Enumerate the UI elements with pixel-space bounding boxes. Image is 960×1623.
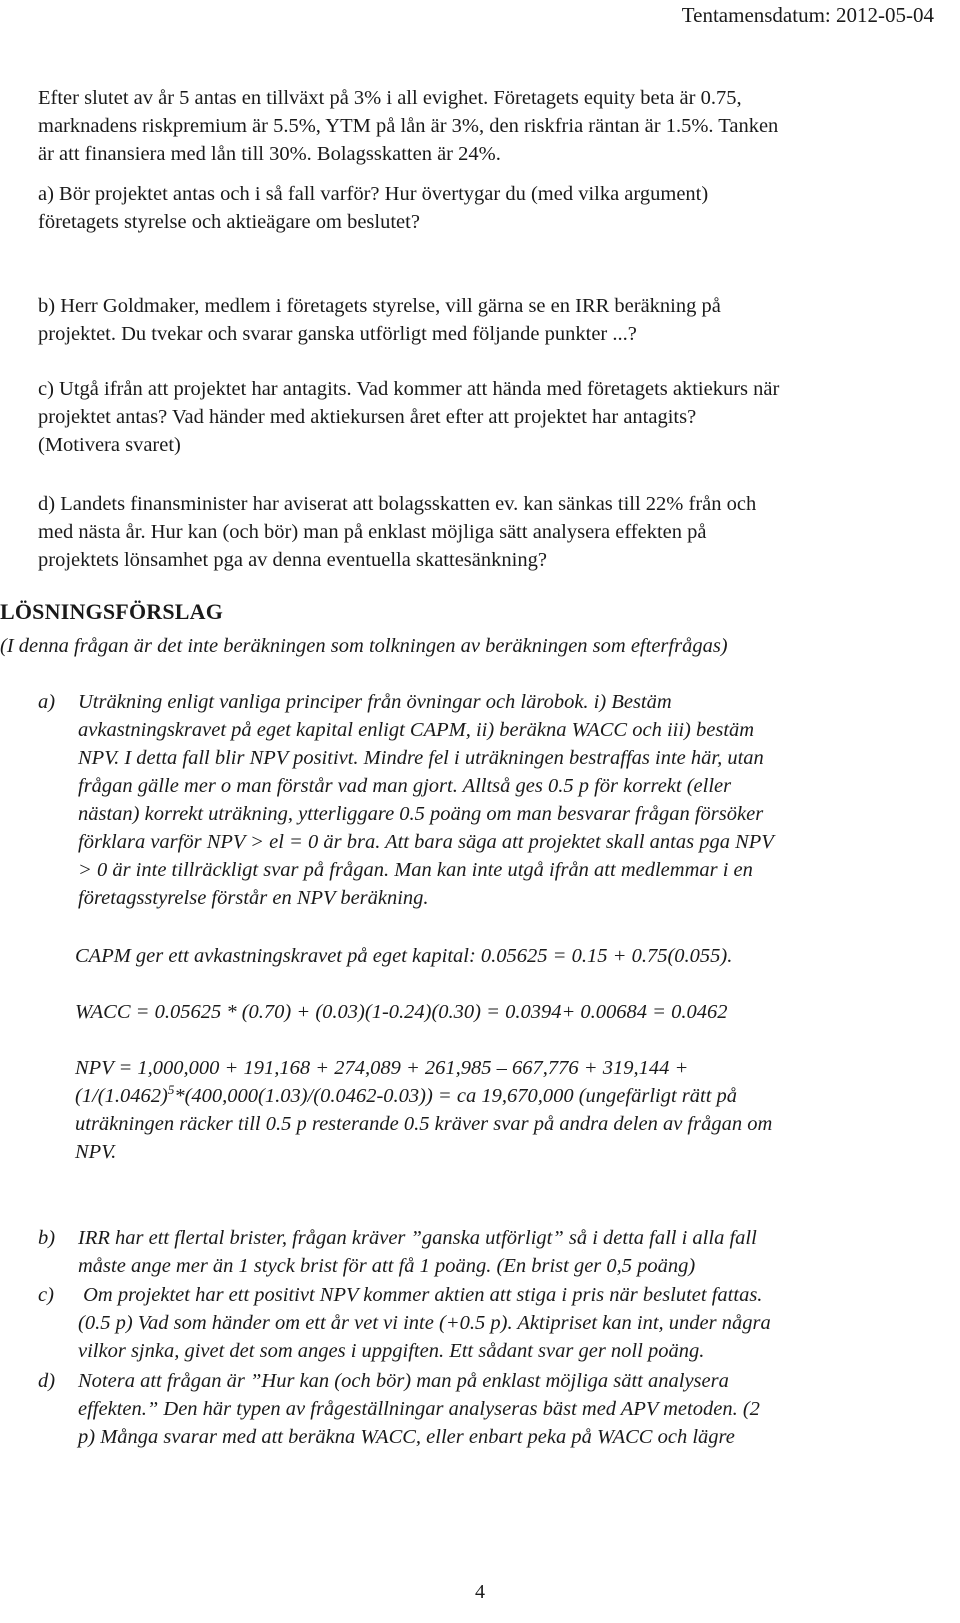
npv-formula	[75, 1054, 925, 1166]
answer-label: a)	[38, 691, 56, 713]
question-d	[38, 490, 928, 574]
text-line: måste ange mer än 1 styck brist för att få 1 poäng. (En brist ger 0,5 poäng)	[78, 1255, 696, 1277]
question-intro	[38, 84, 928, 168]
text-line: nästan) korrekt uträkning, ytterliggare 0.5 poäng om man besvarar frågan försöker	[78, 803, 764, 825]
text-line: företagsstyrelse förstår en NPV beräkning.	[78, 887, 429, 909]
text-line: IRR har ett flertal brister, frågan kräver ”ganska utförligt” så i detta fall i alla fall	[78, 1227, 757, 1249]
text-line: projektet. Du tvekar och svarar ganska utförligt med följande punkter ...?	[38, 323, 637, 345]
capm-formula: CAPM ger ett avkastningskravet på eget kapital: 0.05625 = 0.15 + 0.75(0.055).	[75, 945, 733, 967]
text-line: projektets lönsamhet pga av denna eventuella skattesänkning?	[38, 549, 547, 571]
text-line: Notera att frågan är ”Hur kan (och bör) man på enklast möjliga sätt analysera	[78, 1370, 729, 1392]
solution-heading: LÖSNINGSFÖRSLAG	[0, 599, 224, 624]
text-line: Om projektet har ett positivt NPV kommer aktien att stiga i pris när beslutet fattas.	[78, 1284, 763, 1306]
solution-subtitle: (I denna frågan är det inte beräkningen som tolkningen av beräkningen som efterfrågas)	[0, 635, 728, 657]
text-line: > 0 är inte tillräckligt svar på frågan. Man kan inte utgå ifrån att medlemmar i en	[78, 859, 753, 881]
text-line: c) Utgå ifrån att projektet har antagits. Vad kommer att hända med företagets aktiekurs när	[38, 378, 780, 400]
text-line: förklara varför NPV > el = 0 är bra. Att bara säga att projektet skall antas pga NPV	[78, 831, 774, 853]
page-number: 4	[475, 1581, 485, 1603]
text-line: frågan gälle mer o man förstår vad man gjort. Alltså ges 0.5 p för korrekt (eller	[78, 775, 732, 797]
text-line: p) Många svarar med att beräkna WACC, eller enbart peka på WACC och lägre	[78, 1426, 735, 1448]
text-line: NPV = 1,000,000 + 191,168 + 274,089 + 261,985 – 667,776 + 319,144 +	[75, 1057, 689, 1079]
text-line: företagets styrelse och aktieägare om beslutet?	[38, 211, 420, 233]
text-line: d) Landets finansminister har aviserat att bolagsskatten ev. kan sänkas till 22% från och	[38, 493, 757, 515]
text-line: NPV. I detta fall blir NPV positivt. Mindre fel i uträkningen bestraffas inte här, utan	[78, 747, 764, 769]
answer-a	[38, 688, 928, 912]
npv-line-2	[75, 1082, 925, 1110]
text-line: effekten.” Den här typen av frågeställningar analyseras bäst med APV metoden. (2	[78, 1398, 760, 1420]
answer-d	[38, 1367, 928, 1451]
question-b	[38, 292, 928, 348]
text-line: vilkor sjnka, givet det som anges i uppgiften. Ett sådant svar ger noll poäng.	[78, 1340, 705, 1362]
text-line: b) Herr Goldmaker, medlem i företagets styrelse, vill gärna se en IRR beräkning på	[38, 295, 721, 317]
text-line: a) Bör projektet antas och i så fall varför? Hur övertygar du (med vilka argument)	[38, 183, 709, 205]
question-a	[38, 180, 928, 236]
text-line: marknadens riskpremium är 5.5%, YTM på lån är 3%, den riskfria räntan är 1.5%. Tanken	[38, 115, 779, 137]
question-c	[38, 375, 928, 459]
answer-label: c)	[38, 1284, 54, 1306]
answer-label: b)	[38, 1227, 56, 1249]
npv-line-2-start: (1/(1.0462)	[75, 1085, 168, 1107]
text-line: är att finansiera med lån till 30%. Bolagsskatten är 24%.	[38, 143, 501, 165]
wacc-formula: WACC = 0.05625 * (0.70) + (0.03)(1-0.24)(0.30) = 0.0394+ 0.00684 = 0.0462	[75, 1001, 728, 1023]
text-line: Uträkning enligt vanliga principer från övningar och lärobok. i) Bestäm	[78, 691, 672, 713]
npv-line-2-end: *(400,000(1.03)/(0.0462-0.03)) = ca 19,670,000 (ungefärligt rätt på	[174, 1085, 738, 1107]
text-line: NPV.	[75, 1141, 117, 1163]
text-line: med nästa år. Hur kan (och bör) man på enklast möjliga sätt analysera effekten på	[38, 521, 707, 543]
text-line: (Motivera svaret)	[38, 434, 181, 456]
npv-exponent: 5	[167, 1082, 175, 1097]
answer-b	[38, 1224, 928, 1280]
text-line: uträkningen räcker till 0.5 p resterande 0.5 kräver svar på andra delen av frågan om	[75, 1113, 773, 1135]
answer-c	[38, 1281, 928, 1365]
text-line: projektet antas? Vad händer med aktiekursen året efter att projektet har antagits?	[38, 406, 697, 428]
answer-label: d)	[38, 1370, 56, 1392]
text-line: Efter slutet av år 5 antas en tillväxt på 3% i all evighet. Företagets equity beta är 0.75,	[38, 87, 742, 109]
text-line: (0.5 p) Vad som händer om ett år vet vi inte (+0.5 p). Aktipriset kan int, under några	[78, 1312, 771, 1334]
text-line: avkastningskravet på eget kapital enligt CAPM, ii) beräkna WACC och iii) bestäm	[78, 719, 755, 741]
exam-date-header: Tentamensdatum: 2012-05-04	[681, 3, 934, 27]
